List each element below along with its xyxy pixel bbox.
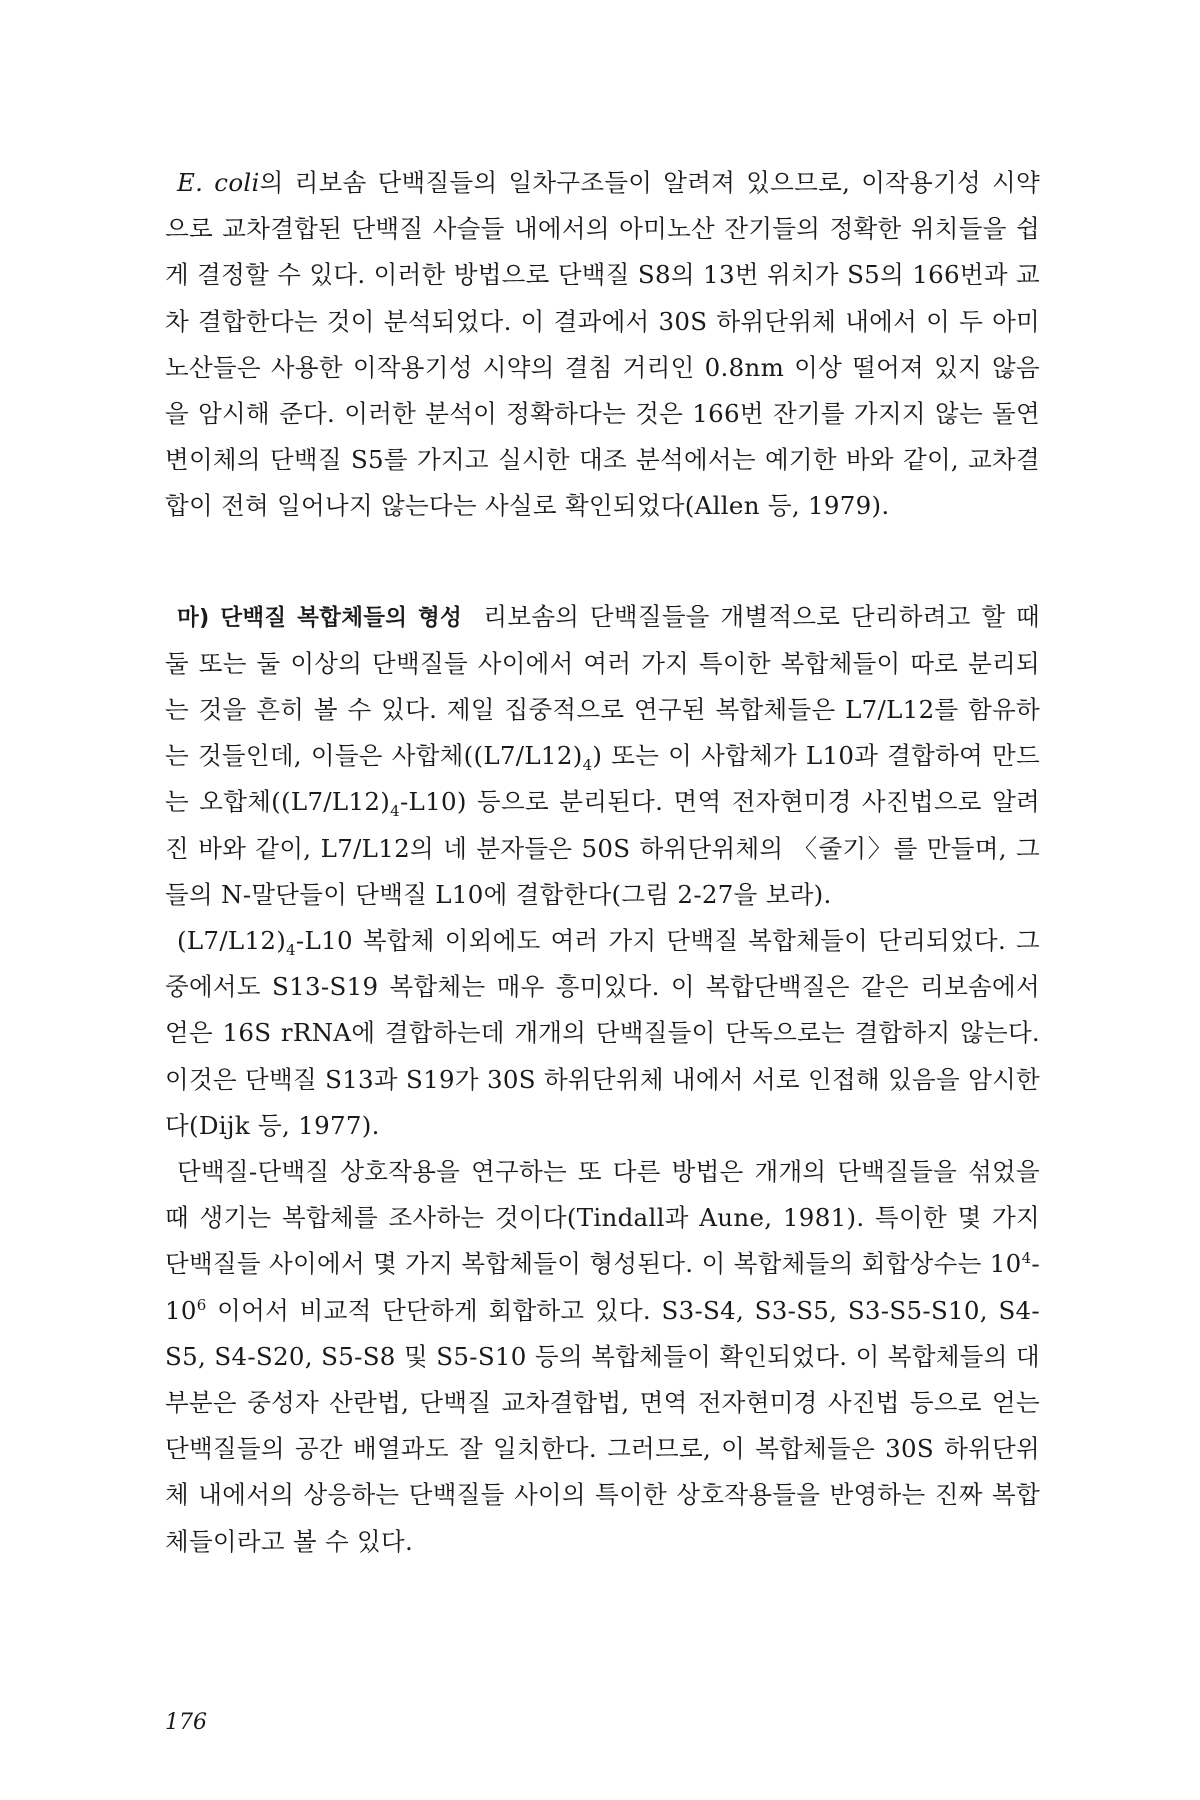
complex-isolation-text-b: ) 또는 이 사합체가 L10과 결합하여 만드는 오합체((L7/L12) [165,741,1040,817]
paragraph-protein-interactions [165,1149,1040,1565]
section-heading: 마) 단백질 복합체들의 형성 [177,604,463,631]
interactions-text-a: 단백질-단백질 상호작용을 연구하는 또 다른 방법은 개개의 단백질들을 섞었을 때 생기는 복합체를 조사하는 것이다(Tindall과 Aune, 1981). 특이한 몇 가지 단백질들 사이에서 몇 가지 복합체들이 형성된다. 이 복합체들의 회합상수는 10 [165,1157,1040,1279]
other-complexes-text-b: -L10 복합체 이외에도 여러 가지 단백질 복합체들이 단리되었다. 그중에서도 S13-S19 복합체는 매우 흥미있다. 이 복합단백질은 같은 리보솜에서 얻은 16S rRNA에 결합하는데 개개의 단백질들이 단독으로는 결합하지 않는다. 이것은 단백질 S13과 S19가 30S 하위단위체 내에서 서로 인접해 있음을 암시한다(Dijk 등, 1977). [165,926,1040,1140]
other-complexes-subscript: 4 [286,940,296,959]
exponent-4: 4 [1021,1249,1032,1268]
page-number: 176 [165,1710,207,1735]
interactions-text-c: 이어서 비교적 단단하게 회합하고 있다. S3-S4, S3-S5, S3-S5-S10, S4-S5, S4-S20, S5-S8 및 S5-S10 등의 복합체들이 확인되었다. 이 복합체들의 대부분은 중성자 산란법, 단백질 교차결합법, 면역 전자현미경 사진법 등으로 얻는 단백질들의 공간 배열과도 잘 일치한다. 그러므로, 이 복합체들은 30S 하위단위체 내에서의 상응하는 단백질들 사이의 특이한 상호작용들을 반영하는 진짜 복합체들이라고 볼 수 있다. [165,1295,1040,1556]
species-name: E. coli [177,168,260,197]
pentamer-subscript: 4 [390,802,400,821]
paragraph-crosslinking-text: 의 리보솜 단백질들의 일차구조들이 알려져 있으므로, 이작용기성 시약으로 교차결합된 단백질 사슬들 내에서의 아미노산 잔기들의 정확한 위치들을 쉽게 결정할 수 있다. 이러한 방법으로 단백질 S8의 13번 위치가 S5의 166번과 교차 결합한다는 것이 분석되었다. 이 결과에서 30S 하위단위체 내에서 이 두 아미노산들은 사용한 이작용기성 시약의 결침 거리인 0.8nm 이상 떨어져 있지 않음을 암시해 준다. 이러한 분석이 정확하다는 것은 166번 잔기를 가지지 않는 돌연변이체의 단백질 S5를 가지고 실시한 대조 분석에서는 예기한 바와 같이, 교차결합이 전혀 일어나지 않는다는 사실로 확인되었다(Allen 등, 1979). [165,168,1040,521]
paragraph-crosslinking [165,160,1040,530]
complex-isolation-text-a: 리보솜의 단백질들을 개별적으로 단리하려고 할 때 둘 또는 둘 이상의 단백질들 사이에서 여러 가지 특이한 복합체들이 따로 분리되는 것을 흔히 볼 수 있다. 제일 집중적으로 연구된 복합체들은 L7/L12를 함유하는 것들인데, 이들은 사합체((L7/L12) [165,601,1040,771]
interactions-text-b: -10 [165,1249,1040,1325]
other-complexes-text-a: (L7/L12) [177,926,287,956]
paragraph-complex-isolation [165,594,1040,918]
exponent-6: 6 [196,1295,207,1314]
complex-isolation-text-c: -L10) 등으로 분리된다. 면역 전자현미경 사진법으로 알려진 바와 같이, L7/L12의 네 분자들은 50S 하위단위체의 〈줄기〉를 만들며, 그들의 N-말단들이 단백질 L10에 결합한다(그림 2-27을 보라). [165,787,1041,909]
paragraph-other-complexes [165,918,1040,1149]
document-page [165,160,1040,1760]
tetramer-subscript: 4 [582,756,593,775]
